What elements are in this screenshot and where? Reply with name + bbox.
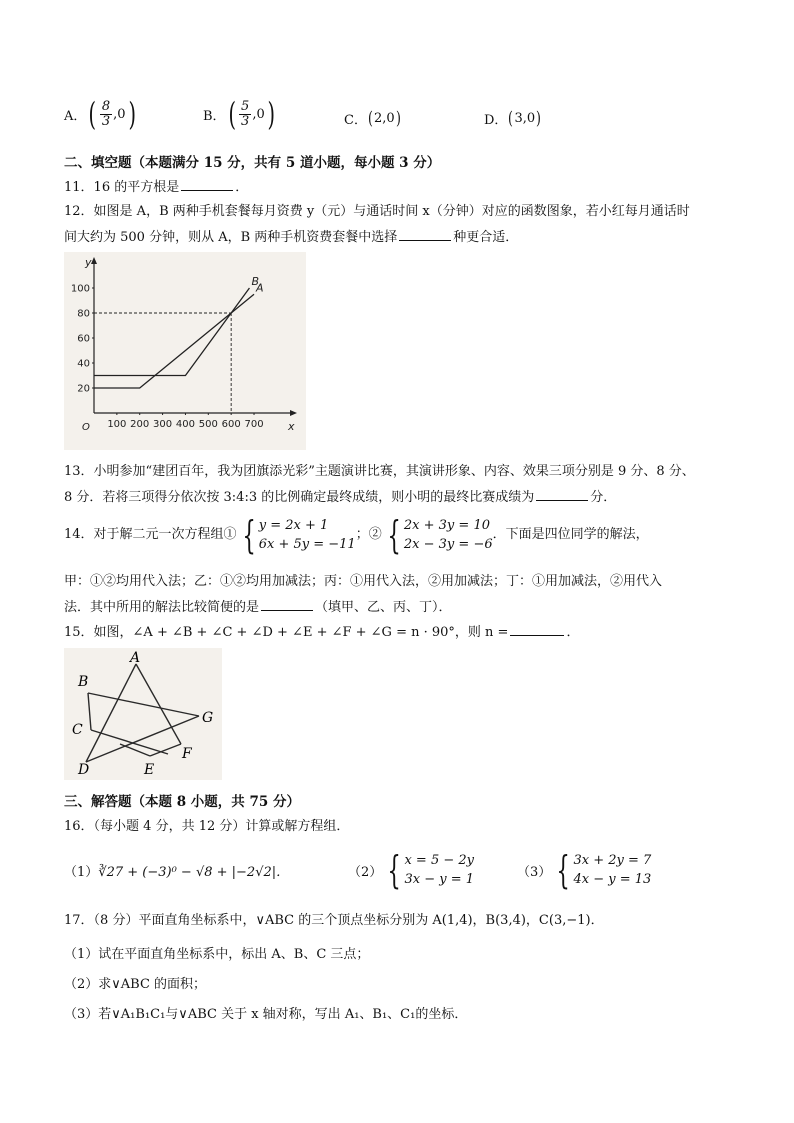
option-a-label: A． [64,108,87,124]
question-14-line1: 14．对于解二元一次方程组① { y = 2x + 1 6x + 5y = −11 ；② { 2x + 3y = 10 2x − 3y = −6 ．下面是四位同学的解法， [64,513,649,557]
label-d: D [78,762,90,778]
question-11: 11．16 的平方根是 ． [64,180,249,195]
question-15: 15．如图，∠A + ∠B + ∠C + ∠D + ∠E + ∠F + ∠G = n · 90°，则 n = ． [64,625,580,640]
phone-plan-chart [64,252,306,450]
x-tick-label: 700 [244,419,264,430]
question-17-part1: （1）试在平面直角坐标系中，标出 A、B、C 三点； [64,947,370,962]
segment-bc [88,693,91,730]
y-tick-label: 80 [77,308,90,320]
question-13-line1: 13．小明参加“建团百年，我为团旗添光彩”主题演讲比赛，其演讲形象、内容、效果三项分别是 9 分、8 分、 [64,464,695,479]
label-f: F [182,746,192,762]
section3-title: 三、解答题（本题 8 小题，共 75 分） [64,794,300,810]
angle-figure [64,648,222,780]
question-16-part1: （1） ∛27 + (−3)⁰ − √8 + |−2√2|． [64,864,290,880]
segment-bg [88,693,199,716]
label-c: C [72,722,83,738]
origin-label: O [82,422,90,433]
option-d-label: D． [484,113,508,128]
option-a-fraction: $\frac{8}{3}$ [101,98,111,129]
chart-svg [64,252,306,450]
x-tick-label: 600 [221,419,241,430]
y-tick-label: 100 [70,283,90,295]
label-b: B [78,674,89,690]
question-17-part3: （3）若∨A₁B₁C₁与∨ABC 关于 x 轴对称，写出 A₁、B₁、C₁的坐标． [64,1007,468,1022]
x-tick-label: 300 [153,419,173,430]
question-16-intro: 16．（每小题 4 分，共 12 分）计算或解方程组． [64,819,350,834]
option-b-fraction: $\frac{5}{3}$ [241,98,250,129]
answer-blank[interactable] [399,228,451,241]
option-b-label: B． [203,108,226,124]
series-label-a: A [256,281,264,295]
question-14-line3: 法．其中所用的解法比较简便的是 （填甲、乙、丙、丁）． [64,600,452,615]
answer-blank[interactable] [510,623,564,636]
series-label-b: B [251,275,259,288]
question-14-line2: 甲：①②均用代入法；乙：①②均用加减法；丙：①用代入法，②用加减法；丁：①用加减法，②用代入 [64,574,663,589]
question-17-intro: 17．（8 分）平面直角坐标系中，∨ABC 的三个顶点坐标分别为 A(1,4)，B(3,4)，C(3,−1)． [64,913,604,928]
question-17-part2: （2）求∨ABC 的面积； [64,977,207,992]
y-axis-label: y [85,256,92,269]
y-axis-arrow [91,257,97,264]
question-13-line2: 8 分．若将三项得分依次按 3:4:3 的比例确定最终成绩，则小明的最终比赛成绩为 分． [64,490,617,505]
star-figure-svg [64,648,222,780]
segment-ec [120,744,150,756]
y-tick-label: 60 [77,333,90,345]
option-a: A． ( $\frac{8}{3}$ ,0 ) [64,95,136,133]
question-16-part3: （3） { 3x + 2y = 7 4x − y = 13 [517,848,652,892]
question-12-line1: 12．如图是 A，B 两种手机套餐每月资费 y（元）与通话时间 x（分钟）对应的函数图象，若小红每月通话时 [64,204,690,219]
answer-blank[interactable] [536,488,588,501]
question-16-part2: （2） { x = 5 − 2y 3x − y = 1 [348,848,475,892]
question-12-line2: 间大约为 500 分钟，则从 A，B 两种手机资费套餐中选择 种更合适． [64,230,519,245]
answer-blank[interactable] [181,178,233,191]
answer-blank[interactable] [261,598,313,611]
x-tick-label: 100 [107,419,127,430]
x-axis-label: x [288,420,295,433]
option-c-label: C． [344,113,367,128]
option-c: C． ( 2,0 ) [344,108,401,129]
x-axis-arrow [290,410,297,416]
equation-system-2: { 2x + 3y = 10 2x − 3y = −6 [387,513,493,557]
section2-title: 二、填空题（本题满分 15 分，共有 5 道小题，每小题 3 分） [64,155,441,171]
x-tick-label: 200 [130,419,150,430]
equation-system-1: { y = 2x + 1 6x + 5y = −11 [241,513,356,557]
option-b: B． ( $\frac{5}{3}$ ,0 ) [203,95,275,133]
label-a: A [130,650,141,666]
label-e: E [144,762,155,778]
y-tick-label: 20 [77,383,90,395]
label-g: G [202,710,214,726]
y-tick-label: 40 [77,358,90,370]
option-d: D． ( 3,0 ) [484,108,542,129]
series-line-a [94,294,254,388]
x-tick-label: 400 [175,419,195,430]
x-tick-label: 500 [198,419,218,430]
